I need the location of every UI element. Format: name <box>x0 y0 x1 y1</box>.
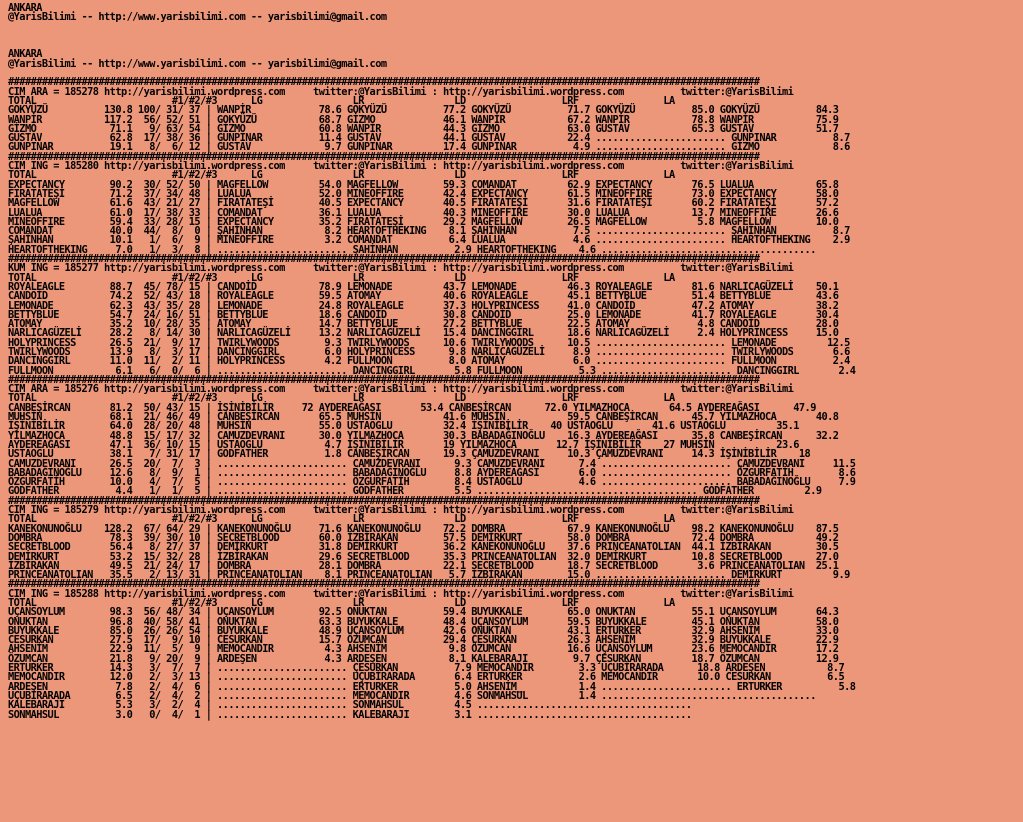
text-line: ARDEŞEN 7.8 2/ 4/ 6 | ....................... ERTURKER 5.0 AHSENİM_ 1.4 ....................... ERTURKER 5.8 <box>8 680 856 693</box>
text-line: İŞİNİBİLİR 64.0 28/ 20/ 48 | MUHSİN 55.0 USTAOGLU 32.4 İŞİNİBİLİR 40 USTAOGLU 41.6 USTAOGLU 35.1 <box>8 420 799 433</box>
text-line: FIRATATEŞİ 71.2 37/ 34/ 48 | LUALUA 52.0 MINEOFFIRE 42.4 EXPECTANCY 61.5 MINEOFFIRE 73.0 EXPECTANCY 58.0 <box>8 187 839 200</box>
text-line: ERTURKER 14.3 3/ 7/ 7 | ....................... ÇESURKAN 7.9 MEMOCANDIR 3.3 UÇUBİRARADA 18.8 ARDEŞEN 8.7 <box>8 662 845 675</box>
text-line: CIM ING = 185279 http://yarisbilimi.wordpress.com twitter:@YarisBilimi : http://yarisbilimi.wordpress.com twitter:@YarisBilimi <box>8 504 794 517</box>
text-line: DOMBRA 78.3 39/ 30/ 10 | SECRETBLOOD 60.0 İZBİRAKAN 57.5 DEMİRKURT 58.0 DOMBRA 72.4 DOMBRA 49.2 <box>8 531 839 544</box>
text-line: MEMOCANDIR 12.0 2/ 3/ 13 | ....................... UÇUBİRARADA 6.4 ERTURKER 2.6 MEMOCANDIR 10.0 CESURKAN 6.5 <box>8 671 845 684</box>
text-line: MUHSİN 68.1 21/ 46/ 49 | CANBEŞİRCAN 65.5 MUHSİN 41.6 MUHSİN 59.5 CANBEŞİRCAN 45.7 YILMAZHOCA 40.8 <box>8 411 839 424</box>
text-line: UÇANSOYLUM 98.3 56/ 48/ 34 | UÇANSOYLUM 92.5 ONUKTAN 59.4 BUYUKKALE 65.0 ONUKTAN 55.1 UÇANSOYLUM 64.3 <box>8 606 839 619</box>
text-line: CANDOİD 74.2 52/ 43/ 18 | ROYALEAGLE 59.5 ATOMAY 40.6 ROYALEAGLE 45.1 BETTYBLUE 51.4 BETTYBLUE 43.6 <box>8 290 839 303</box>
separator-line: ##################################################################################################################################### <box>8 76 760 89</box>
text-line: NARLICAGÜZELİ 28.2 8/ 14/ 30 | NARLICAGÜZELİ 13.2 NARLICAGÜZELİ 15.4 DANCINGGIRL 18.6 NARLICAGÜZELİ 2.4 HOLYPRINCESS 15.0 <box>8 327 839 340</box>
separator-line: ##################################################################################################################################### <box>8 373 760 386</box>
text-line: GODFATHER 4.4 1/ 1/ 5 | ....................... GODFATHER 5.5 ....................................... GODFATHER 2.9 <box>8 485 822 498</box>
column-header-line: TOTAL #1/#2/#3 LG LR LD LRF LA <box>8 392 675 405</box>
text-line: ANKARA <box>8 2 42 14</box>
text-line: AHSENİM 22.9 11/ 5/ 9 | MEMOCANDIR 4.3 AHSENİM 9.8 ÖZUMCAN 16.6 UÇANSOYLUM 23.6 MEMOCANDIR 17.2 <box>8 643 839 656</box>
text-line: @YarisBilimi -- http://www.yarisbilimi.com -- yarisbilimi@gmail.com <box>8 11 387 24</box>
column-header-line: TOTAL #1/#2/#3 LG LR LD LRF LA <box>8 597 675 609</box>
text-line: COMANDAT 40.0 44/ 8/ 0 | ŞAHİNHAN 8.2 HEARTOFTHEKING 8.1 ŞAHİNHAN 7.5 ....................... ŞAHİNHAN 8.7 <box>8 225 850 238</box>
text-line: @YarisBilimi -- http://www.yarisbilimi.com -- yarisbilimi@gmail.com <box>8 57 387 70</box>
separator-line: ##################################################################################################################################### <box>8 150 760 163</box>
column-header-line: TOTAL #1/#2/#3 LG LR LD LRF LA <box>8 271 675 284</box>
text-line: YILMAZHOCA 48.8 15/ 17/ 32 | CAMUZDEVRANI 30.0 YILMAZHOCA 30.3 BABADAĞINOĞLU 16.3 AYDEREAĞASI 35.8 CANBEŞİRCAN 32.2 <box>8 429 839 442</box>
text-line: MAGFELLOW 61.6 43/ 21/ 27 | FIRATATEŞİ 40.5 EXPECTANCY 40.5 FIRATATEŞİ 31.6 FIRATATEŞİ 60.2 FIRATATEŞİ 57.2 <box>8 197 839 210</box>
text-line: CIM ARA = 185276 http://yarisbilimi.wordpress.com twitter:@YarisBilimi : http://yarisbilimi.wordpress.com twitter:@YarisBilimi <box>8 383 794 396</box>
text-line: ONUKTAN 96.8 40/ 58/ 41 | ONUKTAN 63.3 BUYUKKALE 48.4 UÇANSOYLUM 59.5 BUYUKKALE 45.1 ONUKTAN 58.0 <box>8 615 839 628</box>
text-line: CESURKAN 27.5 17/ 9/ 10 | CESURKAN 15.7 ÖZUMCAN 29.4 ÇESURKAN 26.3 AHSENİM 32.9 BUYUKKALE 22.9 <box>8 634 839 647</box>
text-line: LUALUA 61.0 17/ 38/ 33 | COMANDAT 36.1 LUALUA 40.3 MINEOFFIRE 30.0 LUALUA 13.7 MINEOFFIRE 26.6 <box>8 206 839 219</box>
text-line: ŞAHİNHAN 10.1 1/ 6/ 9 | MINEOFFIRE 3.2 COMANDAT 6.4 LUALUA 4.6 ....................... HEARTOFTHEKING 2.9 <box>8 234 850 247</box>
text-line <box>8 41 1023 50</box>
text-line: CIM ING = 185288 http://yarisbilimi.wordpress.com twitter:@YarisBilimi : http://yarisbilimi.wordpress.com twitter:@YarisBilimi <box>8 587 794 600</box>
text-line: USTAOGLU 38.1 7/ 31/ 17 | GODFATHER 1.8 CANBEŞİRCAN 19.3 ÇAMUZDEVRANI 10.3 ÇAMUZDEVRANI 14.3 İŞİNİBİLİR 18 <box>8 448 811 461</box>
column-header-line: TOTAL #1/#2/#3 LG LR LD LRF LA <box>8 513 675 526</box>
text-line <box>8 23 1023 32</box>
text-line: FULLMOON 6.1 6/ 0/ 6 | ....................... DANCINGGIRL 5.8 FULLMOON 5.3 ....................... DANCINGGIRL 2.4 <box>8 364 856 377</box>
text-line: ROYALEAGLE 88.7 45/ 78/ 15 | CANDOİD 78.9 LEMONADE 43.7 LEMONADE 46.3 ROYALEAGLE 81.6 NARLICAGÜZELİ 50.1 <box>8 280 839 293</box>
text-line: AYDEREAĞASI 47.1 36/ 10/ 15 | USTAOGLU 4.7 İŞİNİBİLİR 19 YILMAZHOCA 12.7 İŞİNİBİLİR 27 MUHSİN 23.6 <box>8 438 799 451</box>
text-line: ANKARA <box>8 48 42 61</box>
text-line: PRINCEANATOLIAN 35.5 2/ 13/ 31 | PRINCEANATOLIAN 8.1 PRINCEANATOLIAN 5.7 İZBİRAKAN 15.0 ....................... DEMİRKURT 9.9 <box>8 569 850 582</box>
text-line: İZBİRAKAN 49.5 21/ 24/ 17 | DOMBRA 28.1 DOMBRA 22.1 SECRETBLOOD 18.7 SECRETBLOOD 3.6 PRINCEANATOLIAN 25.1 <box>8 559 839 572</box>
text-line: ATOMAY 35.2 10/ 28/ 35 | ATOMAY 14.7 BETTYBLUE 27.2 BETTYBLUE 22.5 ATOMAY 4.8 CANDOİD 28.0 <box>8 318 839 331</box>
text-line: UÇUBİRARADA 6.5 2/ 4/ 2 | ....................... MEMOCANDIR 4.6 SONMAHSUL 1.4 ...................................... <box>8 689 816 702</box>
separator-line: ##################################################################################################################################### <box>8 494 760 507</box>
text-line: WANPİR 117.2 56/ 52/ 51 | GOKYÜZÜ 68.7 GİZMO 46.1 WANPİR 67.2 WANPİR 78.8 WANPİR 75.9 <box>8 113 839 126</box>
text-line: SONMAHSUL 3.0 0/ 4/ 1 | ....................... KALEBARAJI 3.1 ...................................... <box>8 708 692 721</box>
column-header-line: TOTAL #1/#2/#3 LG LR LD LRF LA <box>8 94 675 107</box>
separator-line: ##################################################################################################################################### <box>8 253 760 266</box>
text-line: BABADAĞINOĞLU 12.6 8/ 9/ 1 | ....................... BABADAĞINOĞLU 8.8 AYDEREAĞASI 6.0 ....................... ÖZGURFATİH 8.6 <box>8 466 856 479</box>
text-line: GUSTAV 62.8 17/ 38/ 36 | GUNPINAR 11.4 GUSTAV 44.1 GUSTAV 22.4 ....................... GUNPINAR 8.7 <box>8 132 850 145</box>
text-line: GOKYÜZÜ 130.8 100/ 31/ 37 | WANPİR 78.6 GOKYÜZÜ 77.2 GOKYÜZÜ 71.7 GOKYÜZÜ 85.0 GOKYÜZÜ 84.3 <box>8 104 839 117</box>
text-line: KALEBARAJI 5.3 3/ 2/ 4 | ....................... SONMAHSUL 4.5 ...................................... <box>8 699 692 712</box>
text-line: CANBEŞİRCAN 81.2 50/ 43/ 15 | İŞİNİBİLİR 72 AYDEREAĞASI 53.4 CANBEŞİRCAN 72.0 YILMAZHOCA 64.5 AYDEREAĞASI 47.9 <box>8 401 816 414</box>
separator-line: ##################################################################################################################################### <box>8 578 760 591</box>
text-line: LEMONADE 62.3 43/ 35/ 28 | LEMONADE 24.8 ROYALEAGLE 37.3 HOLYPRINCESS 41.0 CANDOİD 47.2 ATOMAY 38.2 <box>8 299 839 312</box>
text-line: CAMUZDEVRANI 26.5 20/ 7/ 3 | ....................... CAMUZDEVRANI 9.3 CAMUZDEVRANI 7.4 ....................... ÇAMUZDEVRANI 11.5 <box>8 457 856 470</box>
text-line: GİZMO 71.1 9/ 63/ 54 | GİZMO 60.8 WANPİR 44.3 GİZMO 63.0 GUSTAV 65.3 GUSTAV 51.7 <box>8 122 839 135</box>
text-line: TWIRLYWOODS 13.9 8/ 3/ 17 | DANCINGGIRL 6.0 HOLYPRINCESS 9.8 NARLICAGÜZELİ 8.9 ....................... TWIRLYWOODS 6.6 <box>8 345 850 358</box>
column-header-line: TOTAL #1/#2/#3 LG LR LD LRF LA <box>8 169 675 182</box>
text-line: HOLYPRINCESS 26.5 21/ 9/ 17 | TWIRLYWOODS 9.3 TWIRLYWOODS 10.6 TWIRLYWOODS 10.5 ....................... LEMONADE 12.5 <box>8 336 850 349</box>
text-line: GUNPINAR 19.1 8/ 6/ 12 | GUSTAV 9.7 GUNPINAR 17.4 GUNPINAR 4.9 ....................... GİZMO 8.6 <box>8 141 850 154</box>
text-line: DEMİRKURT 53.2 15/ 32/ 28 | İZBİRAKAN 29.6 SECRETBLOOD 35.3 PRINCEANATOLIAN 32.0 DEMİRKURT 10.8 SECRETBLOOD 27.0 <box>8 550 839 563</box>
text-line <box>8 32 1023 41</box>
text-line: CIM ING = 185280 http://yarisbilimi.wordpress.com twitter:@YarisBilimi : http://yarisbilimi.wordpress.com twitter:@YarisBilimi <box>8 160 794 173</box>
text-line: ÖZUMCAN 21.8 9/ 20/ 9 | ARDEŞEN 4.3 ARDEŞEN 8.1 KALEBARAJI 9.7 ÇESURKAN 18.7 ÖZUMCAN 12.9 <box>8 652 839 665</box>
text-line: KUM ING = 185277 http://yarisbilimi.wordpress.com twitter:@YarisBilimi : http://yarisbilimi.wordpress.com twitter:@YarisBilimi <box>8 262 794 275</box>
text-line: KANEKONUNOĞLU 128.2 67/ 64/ 29 | KANEKONUNOĞLU 71.6 KANEKONUNOĞLU 72.2 DOMBRA 67.9 KANEKONUNOĞLU 98.2 KANEKONUNOĞLU 87.5 <box>8 522 839 535</box>
text-line: SECRETBLOOD 56.4 8/ 27/ 37 | DEMİRKURT 31.8 DEMİRKURT 36.2 KANEKONUNOĞLU 37.6 PRINCEANATOLIAN 44.1 İZBİRAKAN 30.5 <box>8 541 839 554</box>
text-line: MINEOFFIRE 59.4 33/ 28/ 15 | EXPECTANCY 35.2 FIRATATEŞİ 29.2 MAGFELLOW 26.5 MAGFELLOW 5.8 MAGFELLOW 10.0 <box>8 215 839 228</box>
text-line: CIM ARA = 185278 http://yarisbilimi.wordpress.com twitter:@YarisBilimi : http://yarisbilimi.wordpress.com twitter:@YarisBilimi <box>8 85 794 98</box>
text-line: HEARTOFTHEKING 7.0 1/ 3/ 8 | ....................... ŞAHİNHAN 2.9 HEARTOFTHEKING 4.6 ...................................... <box>8 243 816 256</box>
text-line: BUYUKKALE 85.0 26/ 26/ 54 | BUYUKKALE 48.9 UÇANSOYLUM 42.6 ONUKTAN 43.1 ERTURKER 32.9 AHSENİM 33.0 <box>8 624 839 637</box>
text-line: EXPECTANCY 90.2 30/ 52/ 50 | MAGFELLOW 54.0 MAGFELLOW 59.3 COMANDAT 62.9 EXPECTANCY 76.5 LUALUA 65.8 <box>8 178 839 191</box>
text-line: DANCINGGIRL 11.0 11/ 2/ 11 | HOLYPRINCESS 4.2 FULLMOON 8.0 ATOMAY 6.0 ....................... FULLMOON 2.4 <box>8 355 850 368</box>
text-line: ÖZGURFATİH 10.0 4/ 7/ 5 | ....................... ÖZGURFATİH 8.4 USTAOGLU 4.6 ....................... BABADAĞINOĞLU 7.9 <box>8 476 856 489</box>
text-line: BETTYBLUE 54.7 24/ 16/ 51 | BETTYBLUE 18.6 CANDOİD 30.8 CANDOİD 25.0 LEMONADE 41.7 ROYALEAGLE 30.4 <box>8 308 839 321</box>
